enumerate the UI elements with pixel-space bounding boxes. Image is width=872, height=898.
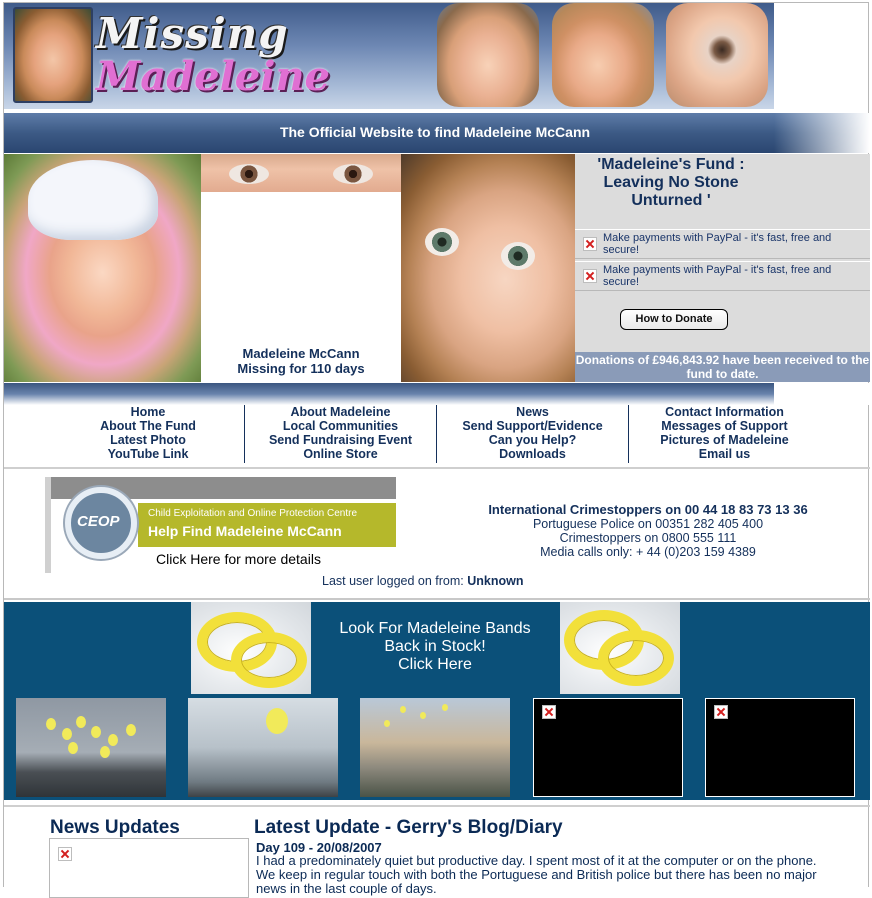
ceop-help-text: Help Find Madeleine McCann [148, 523, 342, 539]
photo-band [4, 154, 870, 384]
donation-total: Donations of £946,843.92 have been received to the fund to date. [575, 353, 870, 381]
ceop-click-text: Click Here for more details [156, 551, 321, 567]
broken-thumbnail-1[interactable] [533, 698, 683, 797]
ceop-org-name: Child Exploitation and Online Protection Centre [148, 508, 358, 519]
site-header [4, 3, 774, 109]
nav-link-can-you-help[interactable]: Can you Help? [488, 433, 577, 447]
ceop-logo-text: CEOP [77, 513, 120, 530]
crimestoppers-international: International Crimestoppers on 00 44 18 83 73 13 36 [488, 502, 808, 517]
nav-column-4 [628, 405, 820, 463]
nav-link-messages[interactable]: Messages of Support [661, 419, 788, 433]
paypal-button-1[interactable] [575, 229, 870, 259]
last-login-value: Unknown [467, 574, 524, 588]
nav-link-contact[interactable]: Contact Information [665, 405, 784, 419]
page-frame [3, 2, 870, 896]
broken-image-icon [583, 269, 597, 283]
nav-link-fundraising-event[interactable]: Send Fundraising Event [268, 433, 413, 447]
nav-link-latest-photo[interactable]: Latest Photo [110, 433, 186, 447]
crimestoppers-uk: Crimestoppers on 0800 555 111 [559, 531, 737, 545]
blank-panel [201, 192, 401, 344]
nav-column-1 [52, 405, 244, 463]
balloon-release-photo-3[interactable] [360, 698, 510, 797]
bands-section [4, 602, 870, 800]
bands-line-3: Click Here [398, 656, 472, 673]
nav-link-youtube[interactable]: YouTube Link [107, 447, 189, 461]
nav-link-pictures[interactable]: Pictures of Madeleine [660, 433, 789, 447]
fund-panel [575, 154, 870, 382]
band-bottom-bar [4, 383, 870, 405]
header-photo-eye [666, 3, 768, 107]
header-photo-portrait [13, 7, 93, 103]
site-tagline: The Official Website to find Madeleine McCann [279, 124, 591, 140]
contact-numbers [458, 503, 838, 559]
bands-line-2: Back in Stock! [384, 638, 486, 655]
header-photo-smile [437, 3, 539, 107]
main-navigation [4, 405, 870, 463]
logo-missing: Missing [96, 9, 289, 58]
broken-image-icon [583, 237, 597, 251]
photo-girl-with-hat [4, 154, 201, 382]
wristband-photo-left[interactable] [191, 602, 311, 694]
broken-thumbnail-2[interactable] [705, 698, 855, 797]
bands-line-1: Look For Madeleine Bands [339, 620, 531, 637]
media-contact: Media calls only: + 44 (0)203 159 4389 [540, 545, 756, 559]
tagline-bar [4, 113, 870, 153]
portuguese-police: Portuguese Police on 00351 282 405 400 [532, 517, 764, 531]
blog-day: Day 109 - 20/08/2007 [256, 840, 382, 855]
divider [4, 805, 870, 807]
photo-eyes-strip [201, 154, 401, 192]
last-login-label: Last user logged on from: [322, 574, 464, 588]
nav-link-send-support[interactable]: Send Support/Evidence [462, 419, 603, 433]
nav-link-email[interactable]: Email us [698, 447, 751, 461]
divider [4, 467, 870, 469]
balloon-release-photo-1[interactable] [16, 698, 166, 797]
nav-link-about-fund[interactable]: About The Fund [100, 419, 196, 433]
paypal-label: Make payments with PayPal - it's fast, free and secure! [602, 232, 832, 256]
last-login [322, 574, 523, 588]
ceop-banner[interactable] [45, 477, 396, 573]
photo-face-closeup [401, 154, 575, 382]
missing-caption-days: Missing for 110 days [237, 361, 365, 376]
news-updates-heading: News Updates [50, 817, 180, 838]
missing-caption [201, 344, 401, 382]
paypal-button-2[interactable] [575, 261, 870, 291]
nav-link-about-madeleine[interactable]: About Madeleine [290, 405, 391, 419]
how-to-donate-button[interactable]: How to Donate [620, 309, 728, 330]
nav-link-news[interactable]: News [516, 405, 549, 419]
header-photo-laugh [552, 3, 654, 107]
logo-madeleine: Madeleine [96, 53, 330, 100]
nav-link-home[interactable]: Home [130, 405, 166, 419]
fund-title: 'Madeleine's Fund : Leaving No Stone Unturned ' [597, 156, 745, 209]
blog-text: I had a predominately quiet but productive day. I spent most of it at the computer or on the phone. We keep in regular touch with both the Portuguese and British police but there has been no major news in the last couple of days. [256, 853, 817, 896]
nav-link-local-communities[interactable]: Local Communities [282, 419, 399, 433]
nav-column-3 [436, 405, 628, 463]
broken-image-icon [58, 847, 72, 861]
bands-link[interactable] [322, 620, 548, 674]
news-updates-box [49, 838, 249, 898]
divider [4, 598, 870, 600]
nav-column-2 [244, 405, 436, 463]
latest-update-heading: Latest Update - Gerry's Blog/Diary [254, 817, 563, 838]
broken-image-icon [714, 705, 728, 719]
missing-caption-name: Madeleine McCann [242, 346, 360, 361]
nav-link-downloads[interactable]: Downloads [499, 447, 566, 461]
balloon-release-photo-2[interactable] [188, 698, 338, 797]
paypal-label: Make payments with PayPal - it's fast, free and secure! [602, 264, 832, 288]
wristband-photo-right[interactable] [560, 602, 680, 694]
broken-image-icon [542, 705, 556, 719]
nav-link-online-store[interactable]: Online Store [303, 447, 378, 461]
